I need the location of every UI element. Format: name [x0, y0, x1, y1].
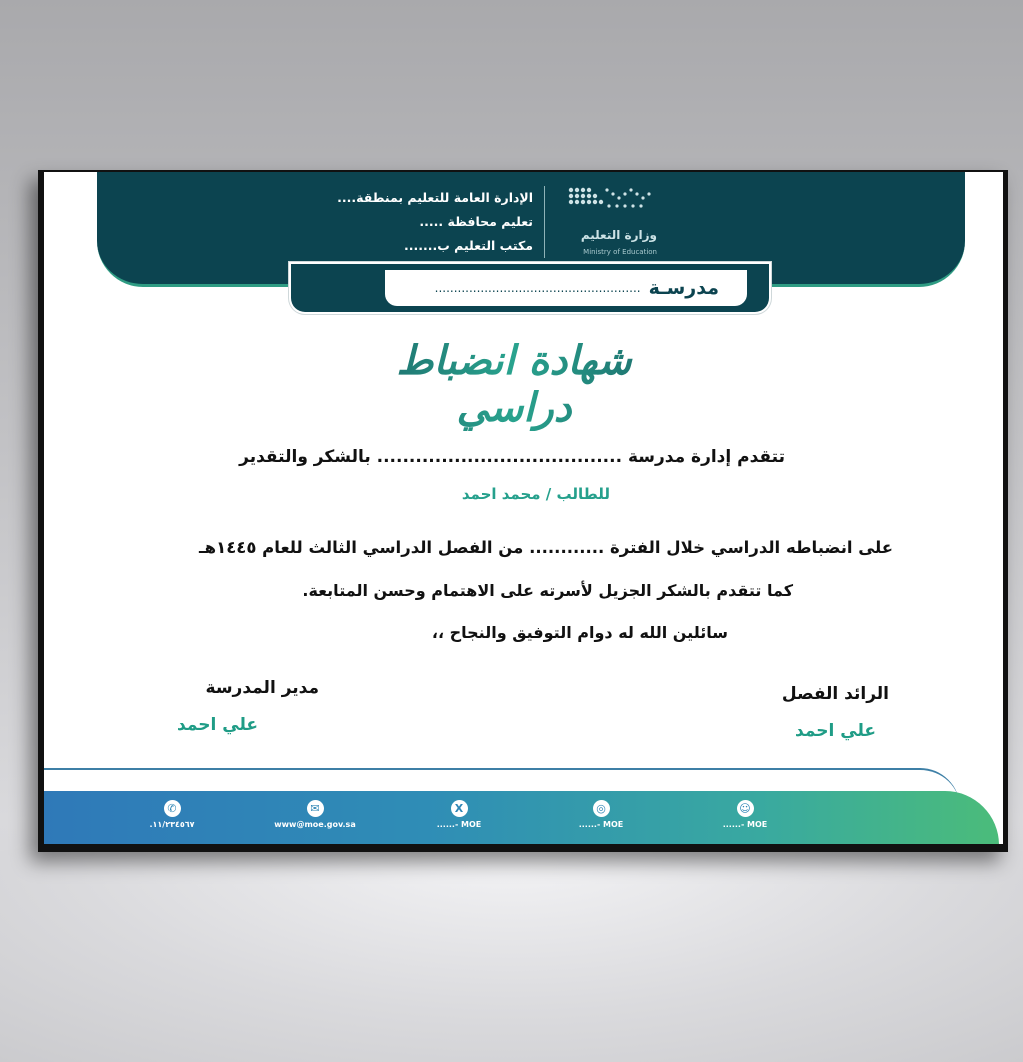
wishes-line: سائلين الله له دوام التوفيق والنجاح ،،	[431, 623, 728, 642]
floor-backdrop	[0, 822, 1023, 1062]
moe-dots-logo-icon	[565, 182, 657, 216]
admin-line-region: الإدارة العامة للتعليم بمنطقة....	[337, 190, 533, 205]
school-name-box	[385, 270, 747, 306]
footer-phone-text: .١١/٢٣٤٥٦٧	[149, 820, 195, 829]
ministry-name-en: Ministry of Education	[583, 248, 657, 256]
certificate-paper	[44, 172, 1003, 844]
instagram-icon: ◎	[593, 800, 610, 817]
leader-name: علي احمد	[795, 721, 876, 741]
footer-snapchat-text: ......- MOE	[722, 820, 768, 829]
ministry-name-ar: وزارة التعليم	[580, 228, 657, 242]
phone-icon: ✆	[164, 800, 181, 817]
admin-line-office: مكتب التعليم ب.......	[404, 238, 533, 253]
administration-lines	[337, 186, 533, 258]
school-name-tab	[291, 264, 769, 312]
x-icon: X	[451, 800, 468, 817]
principal-name: علي احمد	[177, 715, 258, 735]
footer-instagram-text: ......- MOE	[578, 820, 624, 829]
ministry-logo	[565, 182, 657, 256]
footer-instagram	[541, 797, 661, 829]
footer-x-text: ......- MOE	[436, 820, 482, 829]
school-name-blank: ......................................................	[434, 281, 641, 295]
header-divider	[544, 186, 545, 258]
footer-email-text: www@moe.gov.sa	[274, 820, 356, 829]
school-label: مدرسـة	[648, 277, 719, 299]
snapchat-icon: ☺	[737, 800, 754, 817]
footer-x	[399, 797, 519, 829]
student-line: للطالب / محمد احمد	[461, 485, 610, 503]
family-thanks-line: كما تتقدم بالشكر الجزيل لأسرته على الاهتمام وحسن المتابعة.	[302, 581, 793, 600]
footer-phone	[112, 797, 232, 829]
footer-snapchat	[685, 797, 805, 829]
admin-line-governorate: تعليم محافظة .....	[419, 214, 533, 229]
email-icon: ✉	[307, 800, 324, 817]
footer-contact-bar	[44, 791, 999, 844]
discipline-line: على انضباطه الدراسي خلال الفترة ............ من الفصل الدراسي الثالث للعام ١٤٤٥هـ	[199, 538, 893, 557]
principal-title: مدير المدرسة	[205, 678, 319, 698]
certificate-title: شهادة انضباط دراسي	[354, 337, 674, 431]
leader-title: الرائد الفصل	[781, 684, 889, 704]
footer-email	[255, 797, 375, 829]
thanks-line: تتقدم إدارة مدرسة ...................................... بالشكر والتقدير	[239, 447, 785, 467]
